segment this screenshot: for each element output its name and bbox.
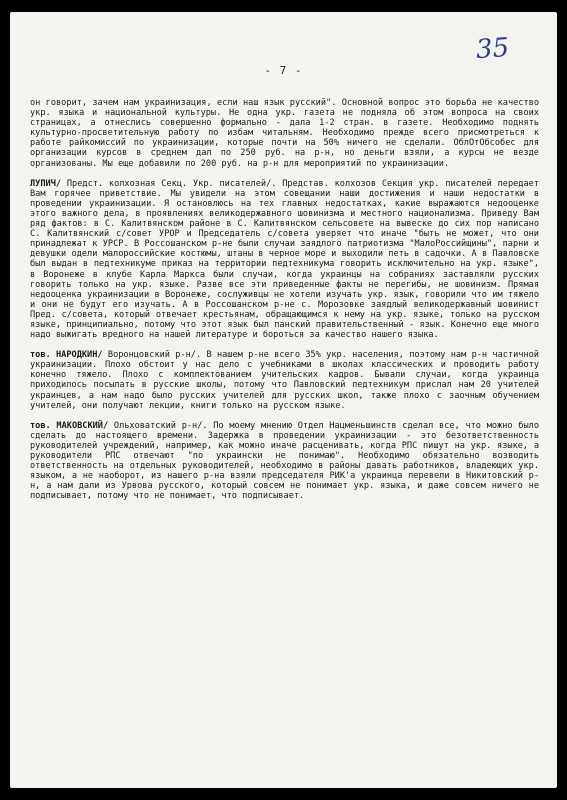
document-body <box>30 98 539 511</box>
document-page <box>10 12 557 788</box>
paragraph-text: Воронцовский р-н/. В нашем р-не всего 35% укр. населения, поэтому нам р-н частичной украинизации. Плохо обстоит у нас дело с учебниками в школах классических и проводить работу конечно тяжело. Плохо с комплектованием учительских кадров. Бывали случаи, когда украинца приходилось посылать в русские школы, потому что Павловский педтехникум прислал нам 20 учителей украинцев, а нам надо было русских учителей для русских школ, также плохо с заочным обучением учителей, они получают лекции, книги только на русском языке. <box>30 350 539 411</box>
page-number: - 7 - <box>264 64 303 77</box>
speaker-name: тов. МАКОВСКИЙ/ <box>30 420 109 431</box>
speaker-name: тов. НАРОДКИН/ <box>30 350 103 361</box>
paragraph-4 <box>30 421 539 502</box>
paragraph-text: он говорит, зачем нам украинизация, если наш язык русский". Основной вопрос это борьба не качество укр. языка и национальной культуры. Не одна укр. газета не подняла об этом вопроса на своих страницах, а отнеслись совершенно формально - дала 1-2 стран. в газете. Необходимо поднять культурно-просветительную работу по избам читальням. Необходимо прежде всего присмотреться к работе райкомиссий по украинизации, которые почти на 50% ничего не сделали. ОблОтОбсобес для организации курсов в среднем дал по 250 руб. на р-н, но деньги взяли, а курсы не везде организованы. Мы еще добавили по 200 руб. на р-н для мероприятий по украинизации. <box>30 98 539 169</box>
paragraph-text: Ольховатский р-н/. По моему мнению Отдел Нацменьшинств сделал все, что можно было сделать до настоящего времени. Задержка в проведении украинизации - это безответственность руководителей учреждений, например, как можно иначе расценивать, когда РПС пишут на укр. языке, а руководители РПС отвечают "по украински не понимаю". Необходимо обязательно возводить ответственность на отдельных руководителей, необходимо в районы давать работников, владеющих укр. языком, а не наоборот, из нашего р-на взяли председателя РИК'а украинца перевели в Никитовский р-н, а нам дали из Урвова русского, который совсем не понимает укр. языка, и даже совсем ничего не подписывает, потому что не понимает, что подписывает. <box>30 420 539 502</box>
paragraph-1 <box>30 98 539 169</box>
paragraph-text: Предст. колхозная Секц. Укр. писателей/. Представ. колхозов Секция укр. писателей передает Вам горячее приветствие. Мы увидели на этом совещании наши достижения и наши недостатки в проведении украинизации. Я остановлюсь на тех главных недостатках, какие выражаются недооценке этого важного дела, в проявлениях великодержавного шовинизма и местного национализма. Приведу Вам ряд фактов: в С. Калитвянском районе в С. Калитвянском сельсовете на вывеске до сих пор написано С. Калитвянский с/совет УРОР и Председатель с/совета уверяет что иначе "быть не может, что они принадлежат к УРСР. В Россошанском р-не были случаи заядлого патриотизма "МалоРоссийщины", парни и девушки одели малороссийские костюмы, штаны в черное море и выходили петь в садочки. А в Павловске был выдан в педтехникуме приказ на территории педтехникума говорить исключительно на укр. языке", в Воронеже в клубе Карла Маркса были случаи, когда украинцы на собраниях заставляли русских говорить только на укр. языке. Разве все эти приведенные факты не перегибы, не шовинизм. Прямая недооценка украинизации в Воронеже, сослуживцы не хотели изучать укр. язык, говорили что им тяжело и они не будут его изучать. А в Россошанском р-не с. Морозовке заядлый великодержавный шовинист Пред. с/совета, который отвечает крестьянам, обращающимся к нему на укр. языке, только на русском языке, принципиально, потому что этот язык был панский правительственный - язык. Конечно еще много надо выжигать вредного на нашей литературе и бороться за качество нашего языка. <box>30 178 539 341</box>
paragraph-2 <box>30 179 539 341</box>
speaker-name: ЛУПИЧ/ <box>30 178 62 189</box>
archive-page-number: 35 <box>474 32 511 66</box>
paragraph-3 <box>30 350 539 411</box>
